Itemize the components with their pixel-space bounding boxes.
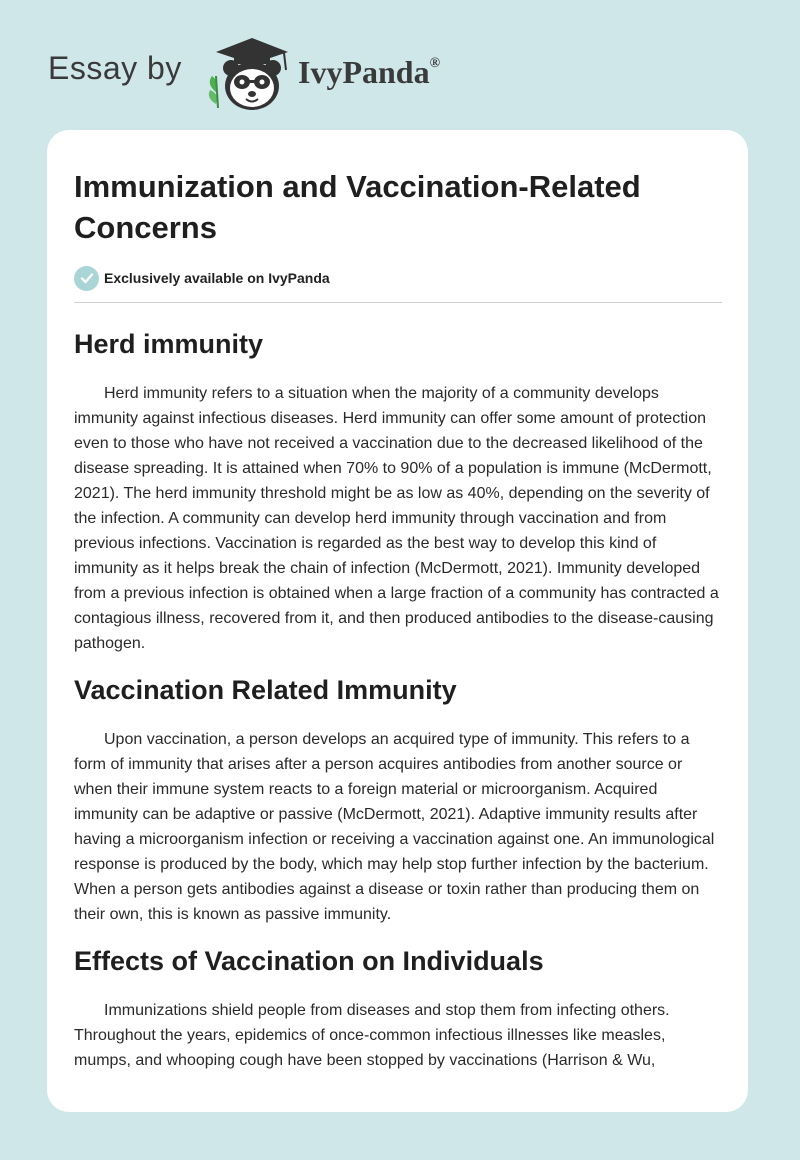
page-title: Immunization and Vaccination-Related Concerns [74,169,641,245]
section-heading-herd-immunity: Herd immunity [74,329,264,359]
essay-by-label: Essay by [48,50,182,86]
brand-logo-text[interactable] [298,54,440,91]
section-paragraph-effects-of-vaccination: Immunizations shield people from diseases and stop them from infecting others. Throughout the years, epidemics of once-common infectious illnesses like measles, mumps, and whooping cough have been stopped by vaccinations (Harrison & Wu, [74,1002,670,1069]
essay-content [74,166,722,1073]
exclusive-badge-label: Exclusively available on IvyPanda [104,270,330,286]
exclusive-badge [74,265,722,291]
divider [74,302,722,303]
section-paragraph-herd-immunity: Herd immunity refers to a situation when the majority of a community develops immunity against infectious diseases. Herd immunity can offer some amount of protection even to those who have not received a vaccination due to the decreased likelihood of the disease spreading. It is attained when 70% to 90% of a population is immune (McDermott, 2021). The herd immunity threshold might be as low as 40%, depending on the severity of the infection. A community can develop herd immunity through vaccination and from previous infections. Vaccination is regarded as the best way to develop this kind of immunity as it helps break the chain of infection (McDermott, 2021). Immunity developed from a previous infection is obtained when a large fraction of a community has contracted a contagious illness, recovered from it, and then produced antibodies to the disease-causing pathogen. [74,385,719,652]
registered-mark: ® [429,56,441,72]
site-header [48,36,548,116]
checkmark-icon [74,266,99,291]
section-paragraph-vaccination-immunity: Upon vaccination, a person develops an acquired type of immunity. This refers to a form of immunity that arises after a person acquires antibodies from another source or when their immune system reacts to a foreign material or microorganism. Acquired immunity can be adaptive or passive (McDermott, 2021). Adaptive immunity results after having a microorganism infection or receiving a vaccination against one. An immunological response is produced by the body, which may help stop further infection by the bacterium. When a person gets antibodies against a disease or toxin rather than producing them on their own, this is known as passive immunity. [74,731,715,923]
essay-card [47,130,748,1112]
brand-name: IvyPanda [298,54,430,90]
section-heading-effects-of-vaccination: Effects of Vaccination on Individuals [74,946,544,976]
panda-logo-icon[interactable] [204,36,294,112]
section-heading-vaccination-immunity: Vaccination Related Immunity [74,675,457,705]
